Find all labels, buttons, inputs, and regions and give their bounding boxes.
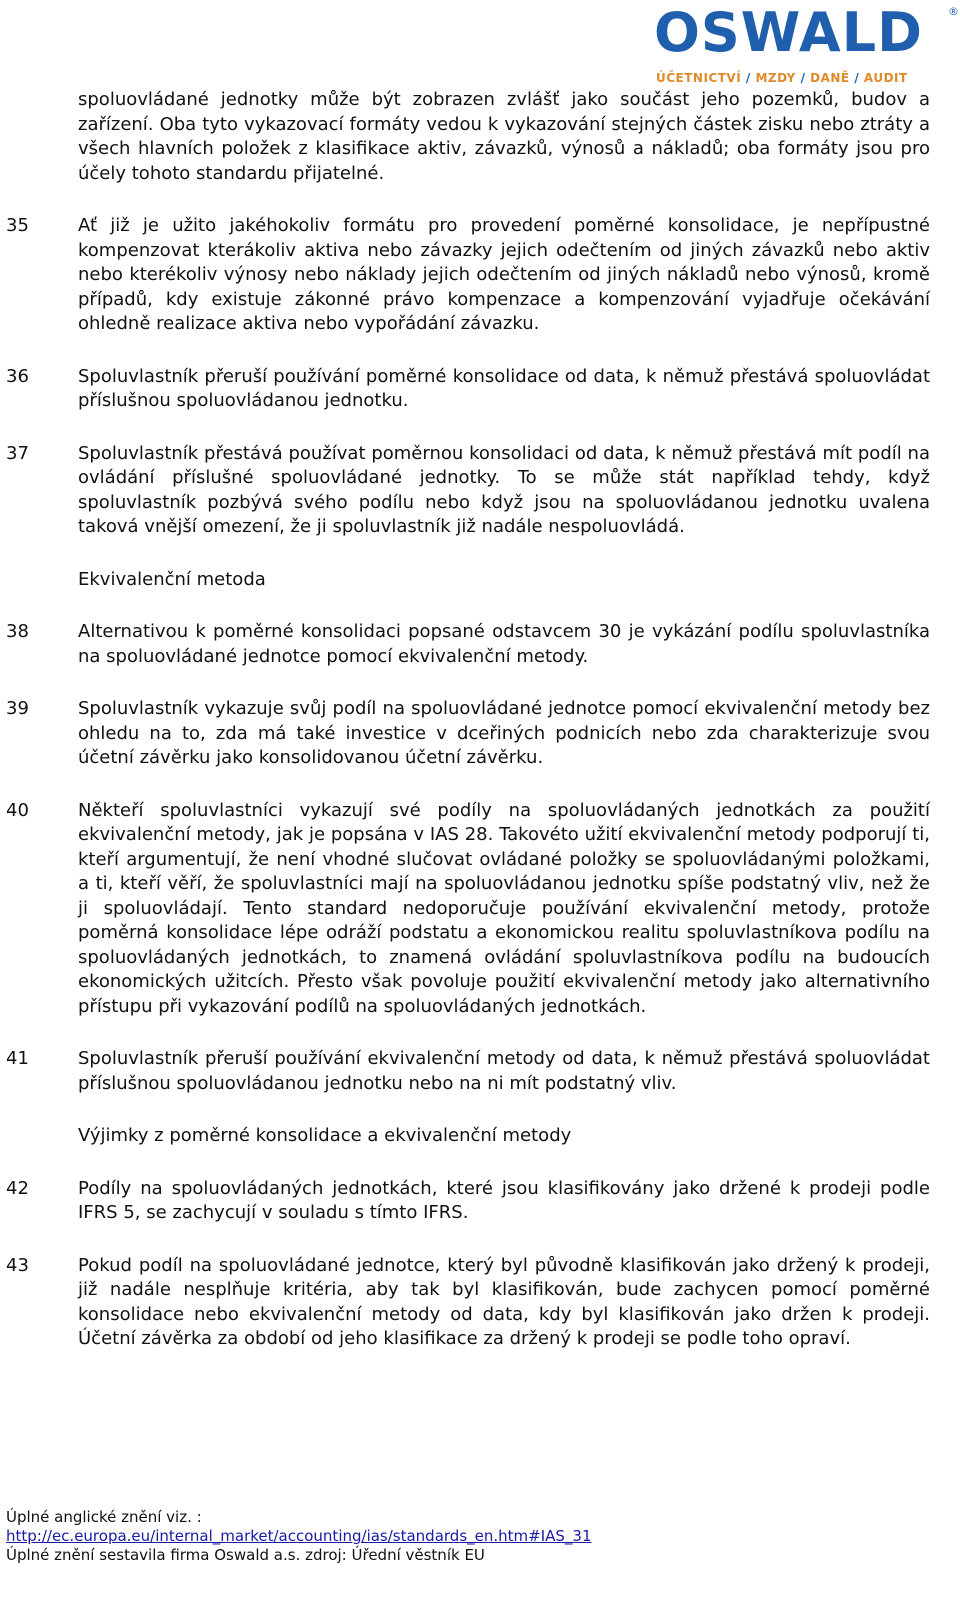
paragraph-43 — [0, 1254, 960, 1352]
section-heading-equity-method: Ekvivalenční metoda — [78, 568, 266, 590]
paragraph-39 — [0, 697, 960, 771]
registered-mark: ® — [948, 5, 959, 18]
paragraph-number: 40 — [6, 799, 29, 821]
source-link[interactable]: http://ec.europa.eu/internal_market/accounting/ias/standards_en.htm#IAS_31 — [6, 1527, 592, 1545]
logo-wordmark: OSWALD — [654, 1, 923, 64]
footer-label: Úplné anglické znění viz. : — [6, 1508, 202, 1526]
paragraph-text: Spoluvlastník vykazuje svůj podíl na spoluovládané jednotce pomocí ekvivalenční metody bez ohledu na to, zda má také investice v dceřiných podnicích nebo zda charakterizuje svou účetní závěrku jako konsolidovanou účetní závěrku. — [78, 698, 930, 768]
paragraph-number: 38 — [6, 621, 29, 642]
document-body — [0, 88, 960, 1352]
paragraph-number: 37 — [6, 442, 29, 464]
footer-source-note: Úplné znění sestavila firma Oswald a.s. zdroj: Úřední věstník EU — [6, 1546, 485, 1564]
paragraph-text: Spoluvlastník přeruší používání ekvivalenční metody od data, k němuž přestává spoluovládat příslušnou spoluovládanou jednotku nebo na ni mít podstatný vliv. — [78, 1048, 930, 1094]
paragraph-text: Spoluvlastník přestává používat poměrnou konsolidaci od data, k němuž přestává mít podíl na ovládání příslušné spoluovládané jednotky. To se může stát například tehdy, když spoluvlastník pozbývá svého podílu nebo když jsou na spoluovládanou jednotku uvalena taková vnější omezení, že ji spoluvlastník již nadále nespoluovládá. — [78, 442, 930, 537]
paragraph-38 — [0, 620, 960, 669]
paragraph-text: Pokud podíl na spoluovládané jednotce, který byl původně klasifikován jako držený k prodeji, již nadále nesplňuje kritéria, aby tak byl klasifikován, bude zachycen pomocí poměrné konsolidace nebo ekvivalenční metody od data, kdy byl klasifikován jako držen k prodeji. Účetní závěrka za období od jeho klasifikace za držený k prodeji se podle toho opraví. — [78, 1254, 930, 1349]
paragraph-text: Spoluvlastník přeruší používání poměrné konsolidace od data, k němuž přestává spoluovládat příslušnou spoluovládanou jednotku. — [78, 365, 930, 411]
paragraph-35 — [0, 214, 960, 337]
paragraph-number: 42 — [6, 1177, 29, 1199]
paragraph-text: Alternativou k poměrné konsolidaci popsané odstavcem 30 je vykázání podílu spoluvlastníka na spoluovládané jednotce pomocí ekvivalenční metody. — [78, 621, 930, 667]
paragraph-text: Někteří spoluvlastníci vykazují své podíly na spoluovládaných jednotkách za použití ekvivalenční metody, jak je popsána v IAS 28. Takovéto užití ekvivalenční metody podporují ti, kteří argumentují, že není vhodné slučovat ovládané položky se spoluovládanými položkami, a ti, kteří věří, že spoluvlastníci mají na spoluovládanou jednotku spíše podstatný vliv, než že ji spoluovládají. Tento standard nedoporučuje používání ekvivalenční metody, protože poměrná konsolidace lépe odráží podstatu a ekonomickou realitu spoluvlastníkova podílu na spoluovládaných jednotkách, to znamená ovládání spoluvlastníkova podílu na budoucích ekonomických užitcích. Přesto však povoluje použití ekvivalenční metody jako alternativního přístupu při vykazování podílů na spoluovládaných jednotkách. — [78, 799, 930, 1017]
paragraph-42 — [0, 1177, 960, 1226]
paragraph-text: Ať již je užito jakéhokoliv formátu pro provedení poměrné konsolidace, je nepřípustné kompenzovat kterákoliv aktiva nebo závazky jejich odečtením od jiných závazků nebo aktiv nebo kterékoliv výnosy nebo náklady jejich odečtením od jiných nákladů nebo výnosů, kromě případů, kdy existuje zákonné právo kompenzace a kompenzování vyjadřuje očekávání ohledně realizace aktiva nebo vypořádání závazku. — [78, 215, 930, 334]
paragraph-number: 43 — [6, 1254, 29, 1276]
logo-tagline: ÚČETNICTVÍ / MZDY / DANĚ / AUDIT — [656, 71, 908, 85]
paragraph-number: 35 — [6, 215, 29, 236]
paragraph-40 — [0, 799, 960, 1020]
oswald-logo — [650, 1, 959, 88]
paragraph-number: 39 — [6, 698, 29, 719]
page-footer — [6, 1508, 592, 1565]
paragraph-37 — [0, 442, 960, 540]
section-heading-exceptions: Výjimky z poměrné konsolidace a ekvivalenční metody — [78, 1125, 572, 1146]
paragraph-text: Podíly na spoluovládaných jednotkách, které jsou klasifikovány jako držené k prodeji podle IFRS 5, se zachycují v souladu s tímto IFRS. — [78, 1177, 930, 1223]
paragraph-36 — [0, 365, 960, 414]
paragraph-number: 36 — [6, 365, 29, 387]
intro-paragraph: spoluovládané jednotky může být zobrazen zvlášť jako součást jeho pozemků, budov a zařízení. Oba tyto vykazovací formáty vedou k vykazování stejných částek zisku nebo ztráty a všech hlavních položek z klasifikace aktiv, závazků, výnosů a nákladů; oba formáty jsou pro účely tohoto standardu přijatelné. — [78, 89, 930, 184]
paragraph-41 — [0, 1047, 960, 1096]
paragraph-number: 41 — [6, 1048, 29, 1069]
